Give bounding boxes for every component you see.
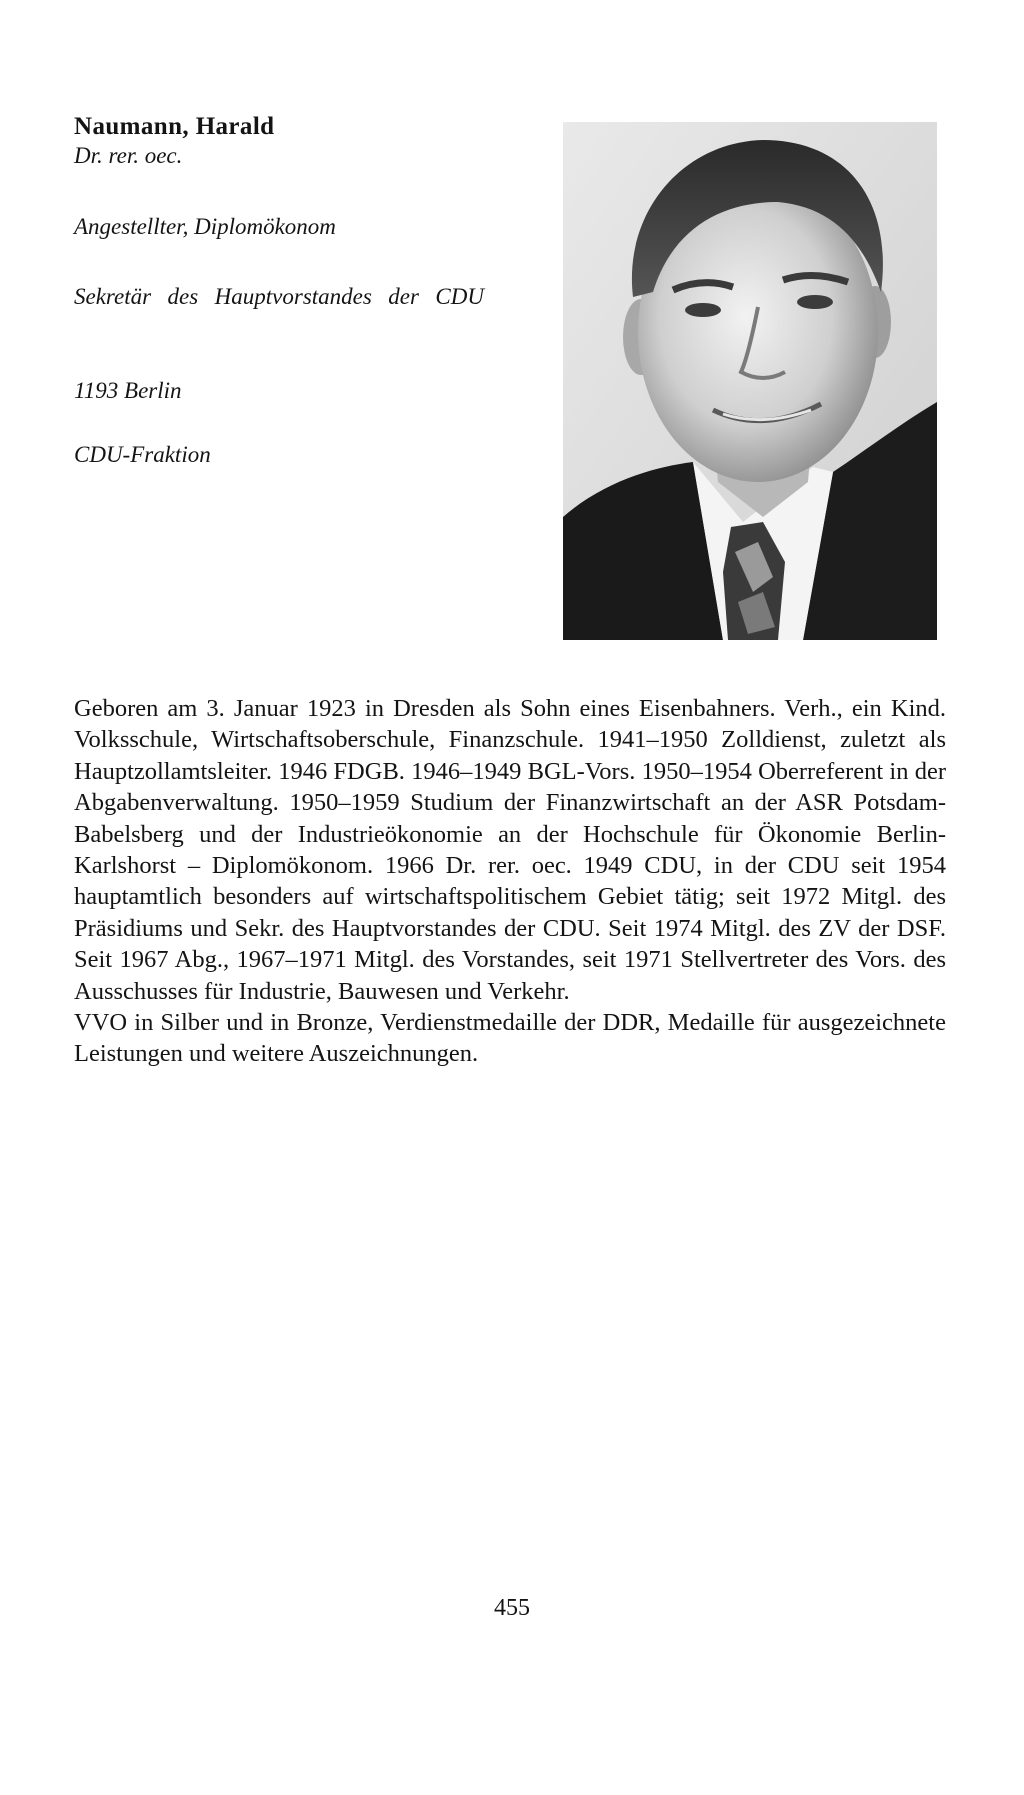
biography [74,693,946,1070]
entry-header [74,112,534,467]
function: Sekretär des Hauptvorstandes der CDU [74,284,484,309]
page-number: 455 [494,1595,530,1621]
person-name: Naumann, Harald [74,113,275,140]
portrait-illustration [563,122,937,640]
occupation: Angestellter, Diplomökonom [74,214,336,239]
academic-title: Dr. rer. oec. [74,143,183,168]
awards-paragraph: VVO in Silber und in Bronze, Verdienstmedaille der DDR, Medaille für ausgezeichnete Leistungen und weitere Auszeichnungen. [74,1009,946,1068]
faction: CDU-Fraktion [74,442,211,467]
city: 1193 Berlin [74,378,182,403]
biography-paragraph: Geboren am 3. Januar 1923 in Dresden als Sohn eines Eisenbahners. Verh., ein Kind. Volksschule, Wirtschaftsoberschule, Finanzschule. 1941–1950 Zolldienst, zuletzt als Hauptzollamtsleiter. 1946 FDGB. 1946–1949 BGL-Vors. 1950–1954 Oberreferent in der Abgabenverwaltung. 1950–1959 Studium der Finanzwirtschaft an der ASR Potsdam-Babelsberg und der Industrieökonomie an der Hochschule für Ökonomie Berlin-Karlshorst – Diplomökonom. 1966 Dr. rer. oec. 1949 CDU, in der CDU seit 1954 hauptamtlich besonders auf wirtschaftspolitischem Gebiet tätig; seit 1972 Mitgl. des Präsidiums und Sekr. des Hauptvorstandes der CDU. Seit 1974 Mitgl. des ZV der DSF. Seit 1967 Abg., 1967–1971 Mitgl. des Vorstandes, seit 1971 Stellvertreter des Vors. des Ausschusses für Industrie, Bauwesen und Verkehr. [74,695,946,1005]
portrait-photo-icon [563,122,937,640]
